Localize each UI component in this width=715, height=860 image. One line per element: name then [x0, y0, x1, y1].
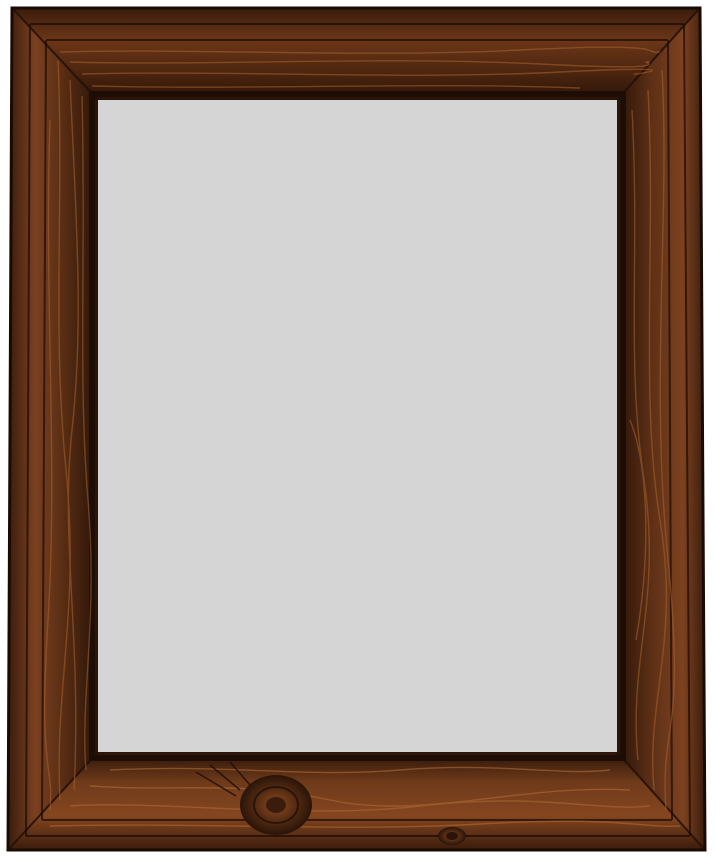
- wood-knot-small: [438, 827, 466, 845]
- picture-area: [98, 100, 617, 752]
